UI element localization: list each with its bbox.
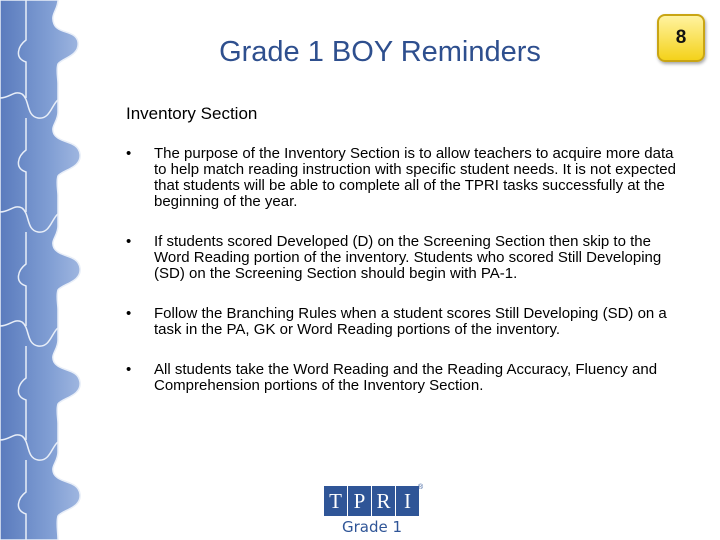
logo-letter: T (324, 486, 347, 516)
bullet-dot-icon: • (126, 361, 132, 378)
bullet-item (126, 234, 686, 282)
slide-title: Grade 1 BOY Reminders (219, 36, 541, 68)
bullet-text: Follow the Branching Rules when a student scores Still Developing (SD) on a task in the PA, GK or Word Reading portions of the inventory. (154, 305, 667, 338)
page-number-badge: 8 (657, 14, 705, 62)
bullet-item (126, 306, 686, 338)
bullet-dot-icon: • (126, 305, 132, 322)
section-heading: Inventory Section (126, 104, 258, 123)
bullet-item (126, 146, 686, 210)
bullet-text: The purpose of the Inventory Section is to allow teachers to acquire more data to help match reading instruction with specific student needs. It is not expected that students will be able to complete all of the TPRI tasks successfully at the beginning of the year. (154, 145, 676, 210)
puzzle-border-icon (0, 0, 90, 540)
bullet-dot-icon: • (126, 233, 132, 250)
tpri-logo (322, 484, 424, 538)
bullet-text: If students scored Developed (D) on the Screening Section then skip to the Word Reading portion of the inventory. Students who scored Still Developing (SD) on the Screening Section should begin with PA-1. (154, 233, 662, 282)
logo-subtitle: Grade 1 (341, 518, 403, 536)
logo-letter: R (372, 486, 395, 516)
bullet-list (126, 146, 686, 418)
registered-mark: ® (418, 484, 424, 491)
logo-letter: I (396, 486, 419, 516)
bullet-item (126, 362, 686, 394)
bullet-text: All students take the Word Reading and the Reading Accuracy, Fluency and Comprehension portions of the Inventory Section. (154, 361, 658, 394)
bullet-dot-icon: • (126, 145, 132, 162)
logo-letter: P (348, 486, 371, 516)
